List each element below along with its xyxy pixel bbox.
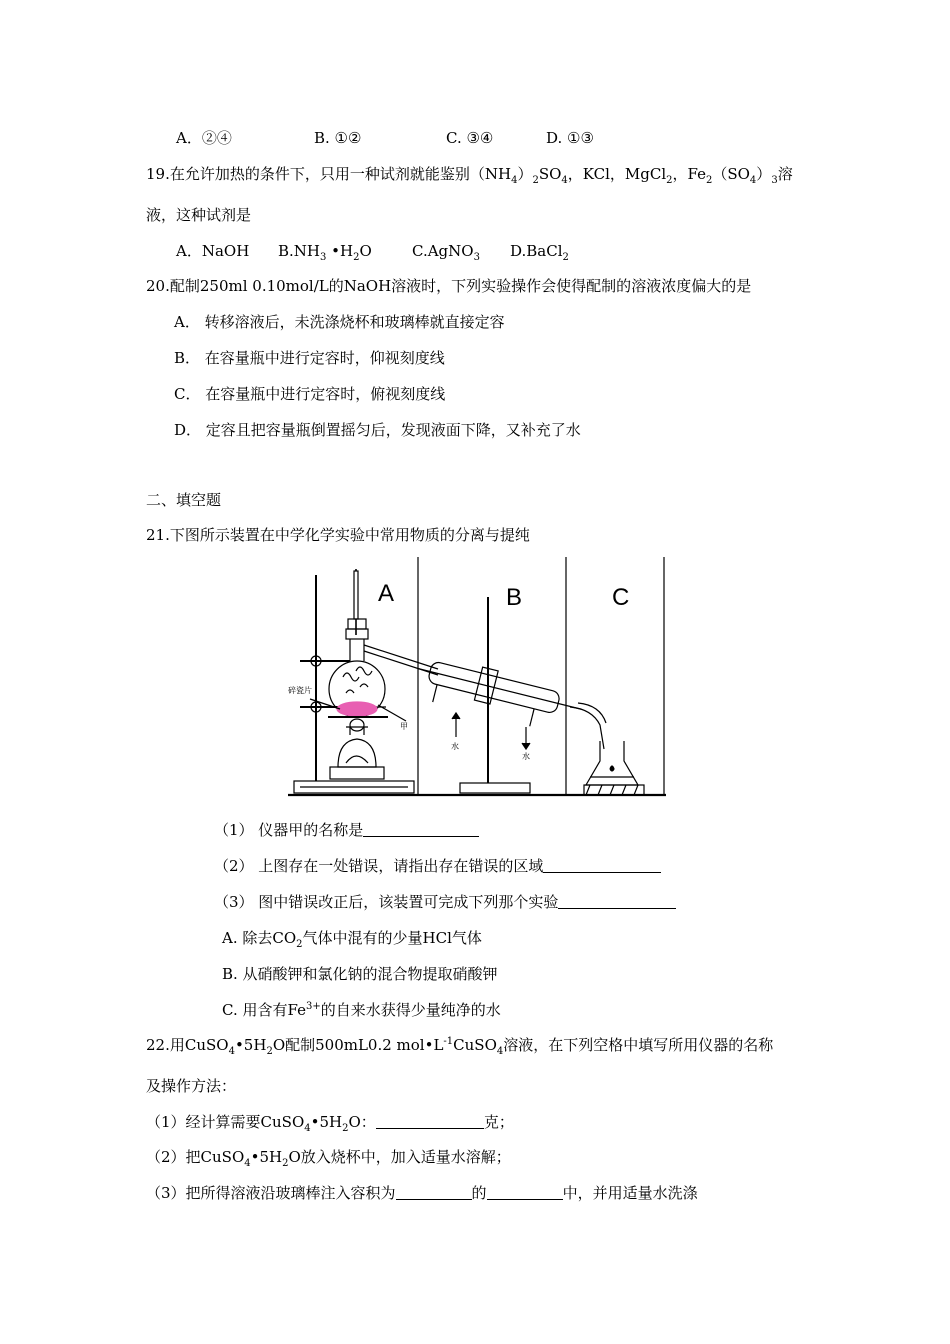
- q20-option-a: A． 转移溶液后，未洗涤烧杯和玻璃棒就直接定容: [174, 313, 505, 331]
- q20-option-c: C． 在容量瓶中进行定容时，俯视刻度线: [174, 385, 446, 403]
- answer-blank[interactable]: [543, 856, 661, 873]
- q19-option-b: $B.NH_3$ $•H_2O$: [278, 242, 372, 263]
- q21-option-b: B. 从硝酸钾和氯化钠的混合物提取硝酸钾: [222, 965, 498, 983]
- q20-option-d: D． 定容且把容量瓶倒置摇匀后，发现液面下降，又补充了水: [174, 421, 581, 439]
- q21-option-c: C. 用含有$Fe^{3+}$的自来水获得少量纯净的水: [222, 1001, 501, 1019]
- label-jia: 甲: [400, 722, 408, 731]
- q18-options: [176, 128, 594, 148]
- q22-stem-line2: 及操作方法：: [146, 1077, 237, 1095]
- region-label-b: B: [506, 584, 523, 611]
- section-title: 二、填空题: [146, 491, 222, 509]
- label-chips: 碎瓷片: [288, 686, 312, 695]
- q19-stem-line2: 液，这种试剂是: [146, 206, 252, 224]
- q18-option-a: A．②④: [176, 129, 232, 147]
- q19-option-c: C.AgNO$_3$: [412, 242, 480, 263]
- q18-option-b: B. ①②: [314, 129, 362, 147]
- q21-stem: 21.下图所示装置在中学化学实验中常用物质的分离与提纯: [146, 526, 530, 544]
- label-water-in: 水: [451, 742, 459, 751]
- answer-blank[interactable]: [558, 892, 676, 909]
- answer-blank[interactable]: [363, 820, 479, 837]
- q22-step1: （1）经计算需要$CuSO_4•5H_2O$： 克；: [146, 1113, 514, 1134]
- q22-step3: （3）把所得溶液沿玻璃棒注入容积为 的 中，并用适量水洗涤: [146, 1184, 698, 1202]
- q18-option-c: C. ③④: [446, 129, 494, 147]
- q21-sub3: （3） 图中错误改正后，该装置可完成下列那个实验: [214, 892, 676, 912]
- answer-blank[interactable]: [396, 1183, 472, 1200]
- q22-stem: 22.用$CuSO_4•5H_2O$配制500mL0.2 $mol•L^{-1}CuSO_4$溶液，在下列空格中填写所用仪器的名称: [146, 1036, 774, 1057]
- q19-option-a: A．NaOH: [176, 242, 250, 260]
- q22-step2: （2）把$CuSO_4•5H_2O$放入烧杯中，加入适量水溶解；: [146, 1148, 511, 1169]
- q21-sub2: （2） 上图存在一处错误，请指出存在错误的区域: [214, 856, 661, 876]
- q19-stem: 19.在允许加热的条件下，只用一种试剂就能鉴别$(NH_4)_2SO_4$，KCl，MgCl$_2$，$Fe_2(SO_4)_3$溶: [146, 165, 793, 186]
- distillation-apparatus-figure: [288, 557, 666, 797]
- region-label-a: A: [378, 580, 395, 607]
- q19-options: [176, 241, 569, 261]
- answer-blank[interactable]: [376, 1112, 484, 1129]
- answer-blank[interactable]: [487, 1183, 563, 1200]
- label-water-out: 水: [522, 752, 530, 761]
- q18-option-d: D. ①③: [546, 129, 594, 147]
- q21-sub1: （1） 仪器甲的名称是: [214, 820, 479, 840]
- region-label-c: C: [612, 584, 630, 611]
- q20-option-b: B． 在容量瓶中进行定容时，仰视刻度线: [174, 349, 445, 367]
- q19-option-d: D.BaCl$_2$: [510, 242, 569, 263]
- q21-option-a: A. 除去$CO_2$气体中混有的少量HCl气体: [222, 929, 482, 950]
- q20-stem: 20.配制250ml 0.10mol/L的NaOH溶液时，下列实验操作会使得配制的溶液浓度偏大的是: [146, 277, 752, 295]
